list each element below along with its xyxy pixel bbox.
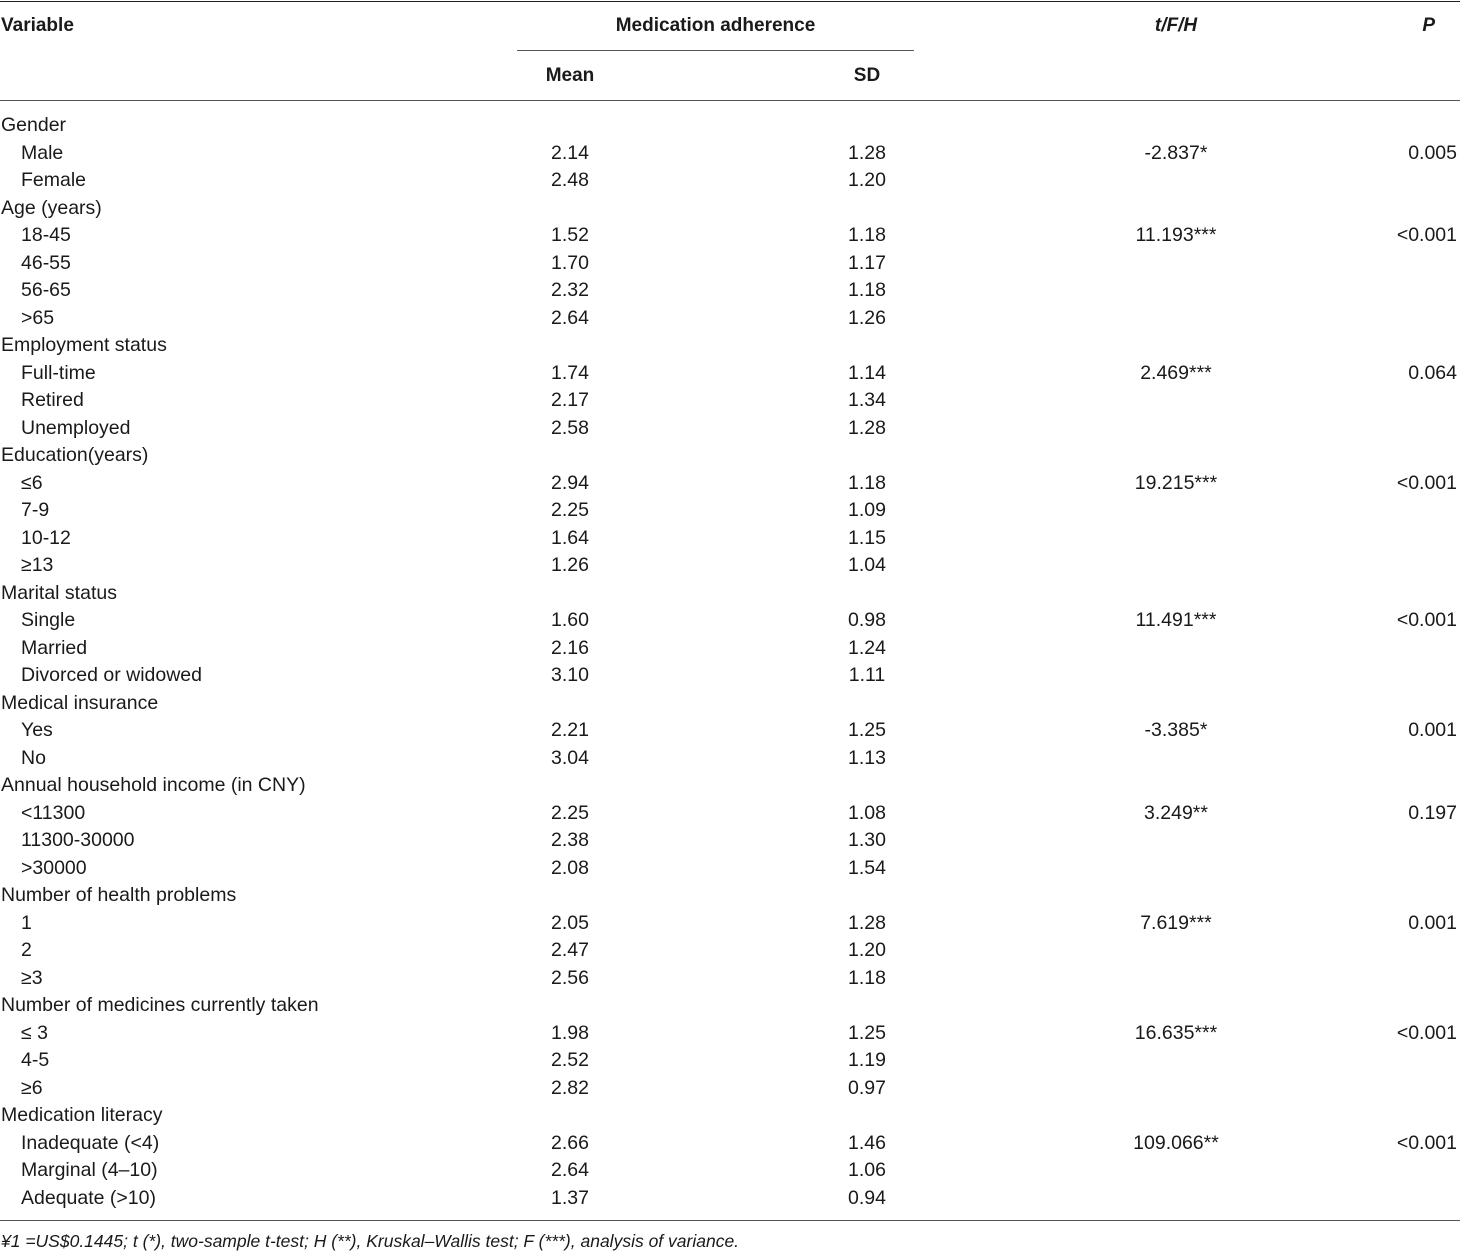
p-value-cell: <0.001 bbox=[1396, 1021, 1457, 1044]
mean-cell: 1.52 bbox=[551, 224, 589, 246]
row-label: Medical insurance bbox=[1, 691, 159, 714]
table-row bbox=[0, 662, 1460, 690]
table-row bbox=[0, 277, 1460, 305]
row-label: Inadequate (<4) bbox=[21, 1131, 160, 1154]
mean-cell: 2.47 bbox=[551, 939, 589, 961]
sd-cell: 1.34 bbox=[848, 389, 886, 411]
sd-cell: 1.11 bbox=[848, 664, 886, 686]
mean-cell: 2.32 bbox=[551, 279, 589, 301]
mean-cell: 2.64 bbox=[551, 1159, 589, 1181]
sd-cell: 1.06 bbox=[848, 1159, 886, 1181]
row-label: ≤ 3 bbox=[21, 1021, 48, 1044]
table-row bbox=[0, 1075, 1460, 1103]
mean-cell: 2.66 bbox=[551, 1131, 589, 1154]
p-value-cell: 0.064 bbox=[1408, 361, 1457, 384]
row-label: 2 bbox=[21, 939, 32, 961]
row-label: Employment status bbox=[1, 334, 167, 356]
mean-cell: 2.21 bbox=[551, 719, 589, 741]
sd-cell: 1.28 bbox=[848, 141, 886, 164]
row-label: Marital status bbox=[1, 581, 117, 604]
row-label: Female bbox=[21, 169, 87, 191]
mean-cell: 2.58 bbox=[551, 416, 589, 439]
p-value-cell: 0.001 bbox=[1408, 911, 1457, 934]
group-row bbox=[0, 442, 1460, 470]
statistic-cell: -2.837* bbox=[1144, 141, 1208, 164]
row-label: <11300 bbox=[21, 801, 86, 824]
sd-cell: 1.30 bbox=[848, 829, 886, 851]
sd-cell: 1.15 bbox=[848, 526, 886, 549]
sd-cell: 1.04 bbox=[848, 554, 886, 576]
sd-cell: 1.54 bbox=[848, 856, 886, 879]
mean-cell: 2.14 bbox=[551, 141, 589, 164]
sd-cell: 1.18 bbox=[848, 279, 886, 301]
mean-cell: 1.98 bbox=[551, 1021, 589, 1044]
table-row bbox=[0, 525, 1460, 553]
table-row bbox=[0, 552, 1460, 580]
row-label: >65 bbox=[21, 306, 55, 329]
table-row bbox=[0, 827, 1460, 855]
row-label: Annual household income (in CNY) bbox=[1, 774, 306, 796]
header-mean: Mean bbox=[545, 65, 595, 86]
mean-cell: 1.64 bbox=[551, 526, 589, 549]
group-row bbox=[0, 772, 1460, 800]
statistic-cell: 11.193*** bbox=[1135, 224, 1217, 246]
row-label: Age (years) bbox=[1, 196, 102, 219]
table-row bbox=[0, 1047, 1460, 1075]
row-label: 56-65 bbox=[21, 279, 71, 301]
row-label: Divorced or widowed bbox=[21, 664, 202, 686]
table-row bbox=[0, 222, 1460, 250]
top-rule bbox=[0, 1, 1460, 2]
row-label: Adequate (>10) bbox=[21, 1186, 156, 1209]
statistic-cell: 19.215*** bbox=[1134, 471, 1218, 494]
mean-cell: 3.10 bbox=[551, 664, 589, 686]
table-row bbox=[0, 387, 1460, 415]
table-row bbox=[0, 1020, 1460, 1048]
row-label: Unemployed bbox=[21, 416, 131, 439]
header-p-value: P bbox=[1422, 15, 1435, 36]
sd-cell: 1.20 bbox=[848, 169, 886, 191]
sd-cell: 1.46 bbox=[848, 1131, 886, 1154]
group-row bbox=[0, 690, 1460, 718]
row-label: 18-45 bbox=[21, 224, 71, 246]
table-row bbox=[0, 635, 1460, 663]
table-row bbox=[0, 167, 1460, 195]
group-row bbox=[0, 580, 1460, 608]
mean-cell: 2.38 bbox=[551, 829, 589, 851]
sd-cell: 1.25 bbox=[848, 1021, 886, 1044]
mean-cell: 2.25 bbox=[551, 801, 589, 824]
table-row bbox=[0, 360, 1460, 388]
row-label: >30000 bbox=[21, 856, 87, 879]
p-value-cell: 0.005 bbox=[1408, 141, 1457, 164]
row-label: Male bbox=[21, 141, 64, 164]
p-value-cell: 0.001 bbox=[1408, 719, 1457, 741]
row-label: 7-9 bbox=[21, 499, 50, 521]
table-row bbox=[0, 1130, 1460, 1158]
group-row bbox=[0, 332, 1460, 360]
sd-cell: 1.08 bbox=[848, 801, 886, 824]
group-row bbox=[0, 882, 1460, 910]
group-row bbox=[0, 1102, 1460, 1130]
header-variable: Variable bbox=[1, 15, 74, 36]
table-row bbox=[0, 140, 1460, 168]
sd-cell: 1.14 bbox=[848, 361, 886, 384]
p-value-cell: <0.001 bbox=[1396, 609, 1457, 631]
row-label: Yes bbox=[21, 719, 53, 741]
table-row bbox=[0, 855, 1460, 883]
table-body bbox=[0, 112, 1460, 1212]
sd-cell: 1.24 bbox=[848, 636, 886, 659]
sd-cell: 1.13 bbox=[848, 746, 886, 769]
table-row bbox=[0, 470, 1460, 498]
sd-cell: 1.28 bbox=[848, 416, 886, 439]
mean-cell: 2.17 bbox=[551, 389, 589, 411]
statistic-cell: 3.249** bbox=[1144, 801, 1208, 824]
mean-cell: 2.05 bbox=[551, 911, 589, 934]
sd-cell: 1.26 bbox=[848, 306, 886, 329]
row-label: 4-5 bbox=[21, 1049, 50, 1071]
table-row bbox=[0, 1157, 1460, 1185]
header-span-rule bbox=[517, 50, 914, 51]
row-label: Medication literacy bbox=[1, 1104, 163, 1126]
row-label: 1 bbox=[21, 911, 32, 934]
sd-cell: 1.18 bbox=[848, 966, 886, 989]
sd-cell: 1.18 bbox=[848, 471, 886, 494]
table-row bbox=[0, 497, 1460, 525]
row-label: Single bbox=[21, 609, 76, 631]
row-label: Married bbox=[21, 636, 88, 659]
mean-cell: 2.25 bbox=[551, 499, 589, 521]
sd-cell: 1.25 bbox=[848, 719, 886, 741]
statistic-cell: 2.469*** bbox=[1140, 361, 1212, 384]
mean-cell: 2.64 bbox=[551, 306, 589, 329]
row-label: Number of health problems bbox=[1, 884, 237, 906]
row-label: Number of medicines currently taken bbox=[1, 994, 319, 1016]
mean-cell: 1.26 bbox=[551, 554, 589, 576]
table-row bbox=[0, 910, 1460, 938]
row-label: ≥13 bbox=[21, 554, 54, 576]
mean-cell: 1.70 bbox=[551, 251, 589, 274]
statistic-cell: 11.491*** bbox=[1135, 609, 1217, 631]
sd-cell: 1.18 bbox=[848, 224, 886, 246]
row-label: 10-12 bbox=[21, 526, 71, 549]
table-row bbox=[0, 937, 1460, 965]
sd-cell: 1.20 bbox=[848, 939, 886, 961]
p-value-cell: <0.001 bbox=[1396, 471, 1457, 494]
table-row bbox=[0, 800, 1460, 828]
p-value-cell: <0.001 bbox=[1396, 1131, 1457, 1154]
row-label: 46-55 bbox=[21, 251, 71, 274]
mean-cell: 2.08 bbox=[551, 856, 589, 879]
sd-cell: 1.19 bbox=[848, 1049, 886, 1071]
mean-cell: 2.48 bbox=[551, 169, 589, 191]
row-label: Full-time bbox=[21, 361, 96, 384]
table-row bbox=[0, 607, 1460, 635]
table-row bbox=[0, 745, 1460, 773]
table-row bbox=[0, 965, 1460, 993]
row-label: ≥3 bbox=[21, 966, 43, 989]
sd-cell: 1.09 bbox=[848, 499, 886, 521]
row-label: Retired bbox=[21, 389, 84, 411]
header-medication-adherence: Medication adherence bbox=[615, 15, 816, 36]
mean-cell: 3.04 bbox=[551, 746, 589, 769]
header-sd: SD bbox=[853, 65, 881, 86]
table-row bbox=[0, 717, 1460, 745]
mean-cell: 1.60 bbox=[551, 609, 589, 631]
mean-cell: 2.82 bbox=[551, 1076, 589, 1099]
row-label: Marginal (4–10) bbox=[21, 1159, 158, 1181]
table-row bbox=[0, 1185, 1460, 1213]
row-label: 11300-30000 bbox=[21, 829, 135, 851]
group-row bbox=[0, 992, 1460, 1020]
statistic-cell: 16.635*** bbox=[1134, 1021, 1218, 1044]
mean-cell: 1.37 bbox=[551, 1186, 589, 1209]
statistic-cell: 7.619*** bbox=[1140, 911, 1212, 934]
header-bottom-rule bbox=[0, 100, 1460, 101]
mean-cell: 1.74 bbox=[551, 361, 589, 384]
table-row bbox=[0, 250, 1460, 278]
row-label: ≥6 bbox=[21, 1076, 43, 1099]
table-footnote: ¥1 =US$0.1445; t (*), two-sample t-test; H (**), Kruskal–Wallis test; F (***), analysis of variance. bbox=[1, 1231, 740, 1251]
p-value-cell: 0.197 bbox=[1408, 801, 1457, 824]
row-label: Education(years) bbox=[1, 444, 149, 466]
sd-cell: 0.97 bbox=[848, 1076, 886, 1099]
bottom-rule bbox=[0, 1220, 1460, 1221]
p-value-cell: <0.001 bbox=[1396, 224, 1457, 246]
row-label: No bbox=[21, 746, 46, 769]
mean-cell: 2.16 bbox=[551, 636, 589, 659]
sd-cell: 1.28 bbox=[848, 911, 886, 934]
statistic-cell: -3.385* bbox=[1144, 719, 1208, 741]
mean-cell: 2.52 bbox=[551, 1049, 589, 1071]
table-row bbox=[0, 305, 1460, 333]
group-row bbox=[0, 112, 1460, 140]
mean-cell: 2.94 bbox=[551, 471, 589, 494]
header-test-statistic: t/F/H bbox=[1154, 15, 1198, 36]
table-row bbox=[0, 415, 1460, 443]
sd-cell: 1.17 bbox=[848, 251, 886, 274]
group-row bbox=[0, 195, 1460, 223]
statistic-cell: 109.066** bbox=[1133, 1131, 1219, 1154]
sd-cell: 0.98 bbox=[848, 609, 886, 631]
sd-cell: 0.94 bbox=[848, 1186, 886, 1209]
row-label: ≤6 bbox=[21, 471, 43, 494]
mean-cell: 2.56 bbox=[551, 966, 589, 989]
row-label: Gender bbox=[1, 114, 67, 136]
